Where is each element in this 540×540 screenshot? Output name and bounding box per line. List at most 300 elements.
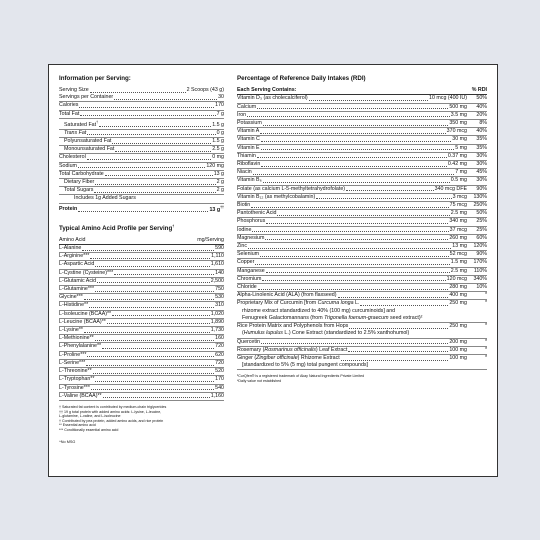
rdi-row-value: 30 mg — [452, 136, 467, 143]
serving-row-label-part: Cholesterol — [59, 154, 86, 161]
botanical-row-pct: * — [484, 354, 487, 361]
rice-cont-pre: ( — [242, 330, 244, 337]
supplement-facts-panel — [48, 64, 498, 477]
leader-dots — [349, 328, 448, 329]
rdi-row-value: 500 mg — [449, 103, 467, 110]
amino-row-value: 140 — [215, 269, 224, 276]
botanical-row-label — [237, 339, 260, 346]
rdi-row — [237, 210, 487, 218]
rdi-row-label — [237, 292, 337, 299]
amino-row — [59, 270, 224, 278]
rdi-row-label-part: Niacin — [237, 169, 252, 176]
serving-row — [59, 138, 224, 146]
rdi-row-value: 280 mg — [449, 284, 467, 291]
rdi-row-pct: 120% — [473, 243, 487, 250]
leader-dots — [97, 282, 210, 283]
footnote-line: † Saturated fat content is contributed by medium-chain triglycerides — [59, 404, 167, 409]
rdi-row-pct: 90% — [476, 251, 487, 258]
leader-dots — [84, 332, 210, 333]
serving-row-value: 7 g — [216, 110, 224, 117]
serving-row-value: 30 — [218, 94, 224, 101]
amino-title-sup: † — [172, 223, 175, 228]
leader-dots — [261, 149, 455, 150]
rdi-row-value: 7 mg — [455, 169, 467, 176]
curcumin-post: L. — [353, 300, 360, 307]
rice-label: Rice Protein Matrix and Polyphenols from Hops — [237, 323, 349, 330]
rdi-row-label — [237, 186, 345, 193]
amino-row-value: 540 — [215, 384, 224, 391]
serving-row-label — [59, 130, 86, 137]
serving-row — [59, 130, 224, 138]
rice-cont-latin: Humulus lupulus — [243, 330, 283, 337]
rdi-row-value: 1.5 mg — [450, 259, 467, 266]
serving-row — [59, 87, 224, 94]
leader-dots — [257, 157, 447, 158]
rdi-row-pct: 25% — [476, 218, 487, 225]
rdi-row-label-part: Riboflavin — [237, 161, 261, 168]
amino-row-label-part: L-Isoleucine (BCAA)** — [59, 310, 112, 317]
leader-dots — [87, 159, 211, 160]
curcumin-cont: rhizome extract standardized to 40% (100 mg) curcuminoids] and — [242, 307, 396, 314]
leader-dots — [105, 175, 213, 176]
rdi-row-pct: 10% — [476, 284, 487, 291]
fenugreek-latin: Trigonella foenum-graecum — [324, 314, 389, 321]
rdi-row-pct: 35% — [476, 144, 487, 151]
amino-row — [59, 385, 224, 393]
amino-row-value: 170 — [215, 376, 224, 383]
rdi-row-label — [237, 218, 265, 225]
rdi-row-value: 0.5 mg — [450, 177, 467, 184]
leader-dots — [78, 167, 205, 168]
amino-row-label — [59, 286, 94, 293]
rdi-row-label-part: Biotin — [237, 202, 251, 209]
serving-row-label-part: Total Fat — [59, 110, 80, 117]
amino-row — [59, 253, 224, 261]
serving-row — [59, 187, 224, 195]
serving-row-label — [59, 146, 114, 153]
leader-dots — [261, 141, 451, 142]
rdi-row — [237, 276, 487, 284]
botanical-row-label-part: Rosmarinus officinalis — [264, 346, 316, 353]
rdi-row-label — [237, 235, 264, 242]
leader-dots — [251, 207, 448, 208]
serving-row-label-part: Servings per Container — [59, 94, 114, 101]
amino-row-label-part: L-Phenylalanine** — [59, 343, 102, 350]
amino-row-value: 720 — [215, 343, 224, 350]
serving-row-label — [59, 94, 113, 101]
leader-dots — [114, 274, 214, 275]
amino-row — [59, 311, 224, 319]
rdi-row-value: 0.42 mg — [447, 161, 467, 168]
amino-row-value: 1,610 — [210, 261, 224, 268]
rdi-row-value: 37 mcg — [449, 226, 467, 233]
leader-dots — [114, 99, 217, 100]
curcumin-latin: Curcuma longa — [317, 300, 354, 307]
rdi-row-label — [237, 153, 256, 160]
rdi-row-value: 75 mcg — [449, 202, 467, 209]
rdi-row-label-part: Iron — [237, 111, 247, 118]
leader-dots — [84, 299, 214, 300]
leader-dots — [346, 190, 434, 191]
leader-dots — [260, 256, 449, 257]
serving-row-value: 170 — [215, 102, 224, 109]
rdi-row-pct: 340% — [473, 275, 487, 282]
serving-row — [59, 94, 224, 102]
rdi-row-label-part: Copper — [237, 259, 255, 266]
botanical-row-label-part: Zingiber officinale — [256, 354, 298, 361]
amino-row-label-part: Glycine*** — [59, 294, 83, 301]
rdi-row-value: 260 mg — [449, 234, 467, 241]
botanical-row — [237, 339, 487, 347]
amino-row-label-part: L-Tyrosine*** — [59, 384, 90, 391]
rdi-row-value: 0.37 mg — [447, 152, 467, 159]
rdi-row-label-part: Chloride — [237, 284, 257, 291]
botanical-row-label-part: ) Rhizome Extract — [297, 354, 340, 361]
leader-dots — [255, 264, 449, 265]
rdi-row-label-part: Vitamin B₆ — [237, 177, 262, 184]
rdi-row — [237, 112, 487, 120]
rdi-row — [237, 169, 487, 177]
amino-row — [59, 286, 224, 294]
rdi-row-value: 10 mcg (400 IU) — [429, 95, 467, 102]
rdi-row-label-part: Vitamin C — [237, 136, 260, 143]
rdi-row-pct: 40% — [476, 128, 487, 135]
rdi-row-pct: 90% — [476, 185, 487, 192]
amino-title-text: Typical Amino Acid Profile per Serving — [59, 224, 173, 232]
amino-row — [59, 376, 224, 384]
added-sugars-text: Includes 1g Added Sugars — [74, 195, 136, 202]
curcumin-pre: Proprietary Mix of Curcumin [from — [237, 300, 318, 307]
serving-row — [59, 111, 224, 119]
rdi-row-label — [237, 169, 252, 176]
rdi-header — [237, 87, 487, 95]
rdi-row-label-part: Zinc — [237, 243, 248, 250]
amino-row-value: 1,110 — [211, 253, 224, 260]
rdi-title: Percentage of Reference Daily Intakes (RDI) — [237, 75, 366, 82]
amino-row — [59, 261, 224, 269]
botanical-row-label — [237, 347, 347, 354]
leader-dots — [91, 389, 214, 390]
rdi-row-value: 340 mg — [449, 218, 467, 225]
serving-row-value: 2.5 g — [212, 146, 224, 153]
leader-dots — [90, 92, 186, 93]
footnote-line: †† 19 g total protein with added amino acids: L-lysine, L-leucine, — [59, 409, 162, 414]
amino-row-value: 1,730 — [210, 327, 224, 334]
rdi-row-label-part: Selenium — [237, 251, 260, 258]
amino-row-value: 530 — [215, 294, 224, 301]
rdi-row-label — [237, 120, 262, 127]
serving-row-label — [59, 154, 86, 161]
rdi-row-label — [237, 259, 254, 266]
rdi-row — [237, 128, 487, 136]
rdi-row-value: 120 mcg — [446, 275, 467, 282]
amino-row-label-part: L-Tryptophan** — [59, 376, 95, 383]
leader-dots — [103, 397, 210, 398]
leader-dots — [263, 182, 450, 183]
botanical-row-value: 100 mg — [449, 346, 467, 353]
amino-row — [59, 335, 224, 343]
amino-row-label — [59, 253, 89, 260]
leader-dots — [99, 126, 211, 127]
leader-dots — [253, 174, 454, 175]
rdi-row-pct: 8% — [479, 120, 487, 127]
rdi-row-label — [237, 145, 260, 152]
amino-row — [59, 327, 224, 335]
botanical-row-pct: * — [484, 338, 487, 345]
amino-row-value: 2,500 — [210, 277, 224, 284]
serving-row — [59, 163, 224, 171]
serving-row-label — [59, 119, 98, 129]
amino-row — [59, 393, 224, 401]
leader-dots — [257, 108, 448, 109]
rdi-row — [237, 177, 487, 185]
serving-row-label — [59, 111, 79, 118]
rdi-row — [237, 284, 487, 292]
rdi-row-value: 13 mg — [452, 243, 467, 250]
leader-dots — [115, 151, 211, 152]
serving-row-label-part: Total Carbohydrate — [59, 170, 104, 177]
leader-dots — [95, 184, 215, 185]
rdi-row-label — [237, 95, 308, 102]
amino-row-label — [59, 335, 94, 342]
amino-row-value: 1,020 — [210, 310, 224, 317]
leader-dots — [316, 198, 451, 199]
rdi-row-pct: 60% — [476, 234, 487, 241]
rdi-row-pct: 25% — [476, 226, 487, 233]
serving-row-label — [59, 163, 77, 170]
rdi-row-pct: 250% — [473, 202, 487, 209]
leader-dots — [78, 211, 208, 212]
footnote-line: ** Essential amino acid — [59, 423, 96, 428]
serving-row-value: 120 mg — [206, 162, 224, 169]
rdi-row-label — [237, 112, 246, 119]
leader-dots — [93, 373, 214, 374]
amino-row — [59, 352, 224, 360]
rdi-row — [237, 186, 487, 194]
serving-row-label-part: Monounsaturated Fat — [64, 146, 115, 153]
leader-dots — [248, 248, 451, 249]
rdi-row-pct: 110% — [473, 267, 487, 274]
rdi-row — [237, 95, 487, 103]
amino-rows — [59, 245, 224, 401]
leader-dots — [258, 289, 449, 290]
serving-row-label-part: Trans Fat — [64, 129, 87, 136]
amino-row-label — [59, 343, 101, 350]
amino-row-label — [59, 311, 111, 318]
serving-row-label — [59, 187, 93, 194]
rdi-row-label — [237, 227, 251, 234]
botanical-row-pct: * — [484, 346, 487, 353]
leader-dots — [87, 134, 215, 135]
serving-row-value: 2 Scoops (43 g) — [186, 87, 224, 93]
rdi-row-label — [237, 177, 262, 184]
serving-row-value: 2 g — [216, 179, 224, 185]
leader-dots — [95, 381, 214, 382]
rdi-row-pct: 130% — [473, 193, 487, 200]
rdi-row — [237, 161, 487, 169]
rdi-row-label-part: Pantothenic Acid — [237, 210, 277, 217]
amino-row — [59, 368, 224, 376]
tail-rows — [237, 339, 487, 363]
serving-row — [59, 119, 224, 130]
added-sugars-line — [59, 195, 224, 203]
amino-row — [59, 294, 224, 302]
amino-row — [59, 278, 224, 286]
leader-dots — [348, 351, 448, 352]
rdi-row-value: 3 mcg — [452, 193, 467, 200]
leader-dots — [265, 239, 448, 240]
serving-row-label-part: Sodium — [59, 162, 77, 169]
amino-row-label — [59, 261, 94, 268]
amino-row-label-part: L-Lysine** — [59, 327, 83, 334]
leader-dots — [89, 307, 214, 308]
serving-info-title: Information per Serving: — [59, 75, 131, 82]
rdi-row-label-part: Chromium — [237, 275, 262, 282]
rdi-row-pct: 40% — [476, 103, 487, 110]
rdi-row-label-part: Vitamin B₁₂ (as methylcobalamin) — [237, 193, 316, 200]
botanical-row-value: 100 mg — [449, 354, 467, 361]
leader-dots — [86, 365, 214, 366]
serving-row — [59, 171, 224, 179]
protein-label: Protein — [59, 206, 78, 213]
botanical-row — [237, 347, 487, 355]
curcumin-row — [237, 300, 487, 307]
rdi-row-label — [237, 128, 259, 135]
leader-dots — [260, 133, 445, 134]
serving-row-label — [59, 179, 94, 186]
rdi-row-value: 52 mcg — [449, 251, 467, 258]
rdi-row-label — [237, 136, 260, 143]
footnote-line: L-glutamine, L-valine, and L-isoleucine — [59, 414, 121, 419]
amino-row — [59, 319, 224, 327]
leader-dots — [79, 107, 214, 108]
rdi-row-pct: * — [484, 292, 487, 299]
protein-sup: †† — [220, 204, 224, 209]
botanical-row-label — [237, 355, 340, 362]
leader-dots — [82, 250, 214, 251]
amino-row-label — [59, 302, 88, 309]
botanical-row-label-part: Rosemary ( — [237, 346, 265, 353]
amino-row-label — [59, 319, 106, 326]
rdi-row — [237, 194, 487, 202]
rdi-row — [237, 153, 487, 161]
rdi-row — [237, 136, 487, 144]
rdi-row — [237, 104, 487, 112]
amino-row-label-part: L-Methionine** — [59, 335, 94, 342]
serving-row-value: 0 mg — [212, 154, 224, 161]
msg-note: ^No MSG — [59, 440, 76, 445]
footnote-line: † Contributed by pea protein, added amino acids, and rice protein — [59, 418, 164, 423]
note-line: *Daily value not established — [237, 378, 282, 383]
amino-row-value: 720 — [215, 359, 224, 366]
serving-row — [59, 102, 224, 110]
leader-dots — [338, 297, 449, 298]
amino-title — [59, 222, 224, 233]
rdi-row-label — [237, 243, 247, 250]
leader-dots — [102, 348, 214, 349]
serving-row-label-part: Dietary Fiber — [64, 179, 95, 185]
amino-row-value: 1,890 — [210, 318, 224, 325]
serving-row-label-part: Serving Size — [59, 87, 89, 93]
amino-row — [59, 343, 224, 351]
rdi-column — [237, 75, 487, 384]
rdi-header-left: Each Serving Contains: — [237, 87, 297, 93]
botanical-row-label-part: Quercetin — [237, 338, 260, 345]
fenugreek-line — [237, 315, 487, 323]
amino-row — [59, 302, 224, 310]
rdi-row-label — [237, 210, 276, 217]
serving-row-label — [59, 102, 78, 109]
fenugreek-pre: Fenugreek Galactomannans (from — [242, 314, 325, 321]
rice-protein-row — [237, 323, 487, 330]
amino-row-label-part: L-Serine*** — [59, 359, 86, 366]
serving-row-label-part: Calories — [59, 102, 79, 109]
amino-header-right: mg/Serving — [197, 236, 224, 243]
botanical-row-label-part: Ginger ( — [237, 354, 257, 361]
rdi-row-value: 400 mg — [449, 292, 467, 299]
amino-row-value: 620 — [215, 351, 224, 358]
rdi-row-label-part: Manganese — [237, 267, 265, 274]
rdi-row-pct: 35% — [476, 136, 487, 143]
rdi-row — [237, 259, 487, 267]
rdi-row-value: 3.5 mg — [450, 111, 467, 118]
rdi-row-pct: 30% — [476, 161, 487, 168]
leader-dots — [261, 166, 447, 167]
rdi-row-pct: 170% — [473, 259, 487, 266]
rdi-row — [237, 218, 487, 226]
leader-dots — [112, 315, 210, 316]
amino-row-label — [59, 360, 85, 367]
rdi-row-value: 350 mg — [449, 120, 467, 127]
amino-row — [59, 245, 224, 253]
amino-header-left: Amino Acid — [59, 236, 86, 243]
leader-dots — [262, 280, 445, 281]
amino-row-label-part: L-Threonine** — [59, 368, 92, 375]
amino-row-label-part: L-Aspartic Acid — [59, 261, 95, 268]
serving-row — [59, 146, 224, 154]
serving-row-value: 1.5 g — [212, 137, 224, 144]
leader-dots — [309, 100, 428, 101]
leader-dots — [95, 291, 214, 292]
rdi-row — [237, 202, 487, 210]
amino-row-label-part: L-Arginine*** — [59, 253, 90, 260]
leader-dots — [261, 343, 448, 344]
rdi-row-label-part: Calcium — [237, 103, 257, 110]
rice-value: 250 mg — [449, 323, 467, 330]
rice-cont — [237, 330, 487, 338]
rdi-row-label — [237, 161, 260, 168]
rdi-notes — [237, 374, 487, 383]
rice-cont-post: L.) Cone Extract (standardized to 2.5% xanthohumol) — [282, 330, 410, 337]
serving-row-value: 0 g — [216, 129, 224, 136]
leader-dots — [107, 323, 210, 324]
rdi-row-label — [237, 202, 250, 209]
rdi-row-label-part: Vitamin A — [237, 128, 260, 135]
rdi-row-label — [237, 251, 259, 258]
rdi-row — [237, 120, 487, 128]
rdi-row-label-part: Alpha-Linolenic Acid (ALA) (from flaxseed) — [237, 292, 337, 299]
rice-pct: * — [484, 323, 487, 330]
amino-row-label-part: L-Leucine (BCAA)** — [59, 318, 106, 325]
amino-row — [59, 360, 224, 368]
rdi-row-label — [237, 276, 261, 283]
rdi-row-pct: 45% — [476, 169, 487, 176]
serving-info-column — [59, 75, 224, 445]
amino-row-value: 310 — [215, 302, 224, 309]
leader-dots — [112, 143, 211, 144]
rdi-row-label — [237, 268, 265, 275]
footnote-line: *** Conditionally essential amino acid — [59, 427, 119, 432]
